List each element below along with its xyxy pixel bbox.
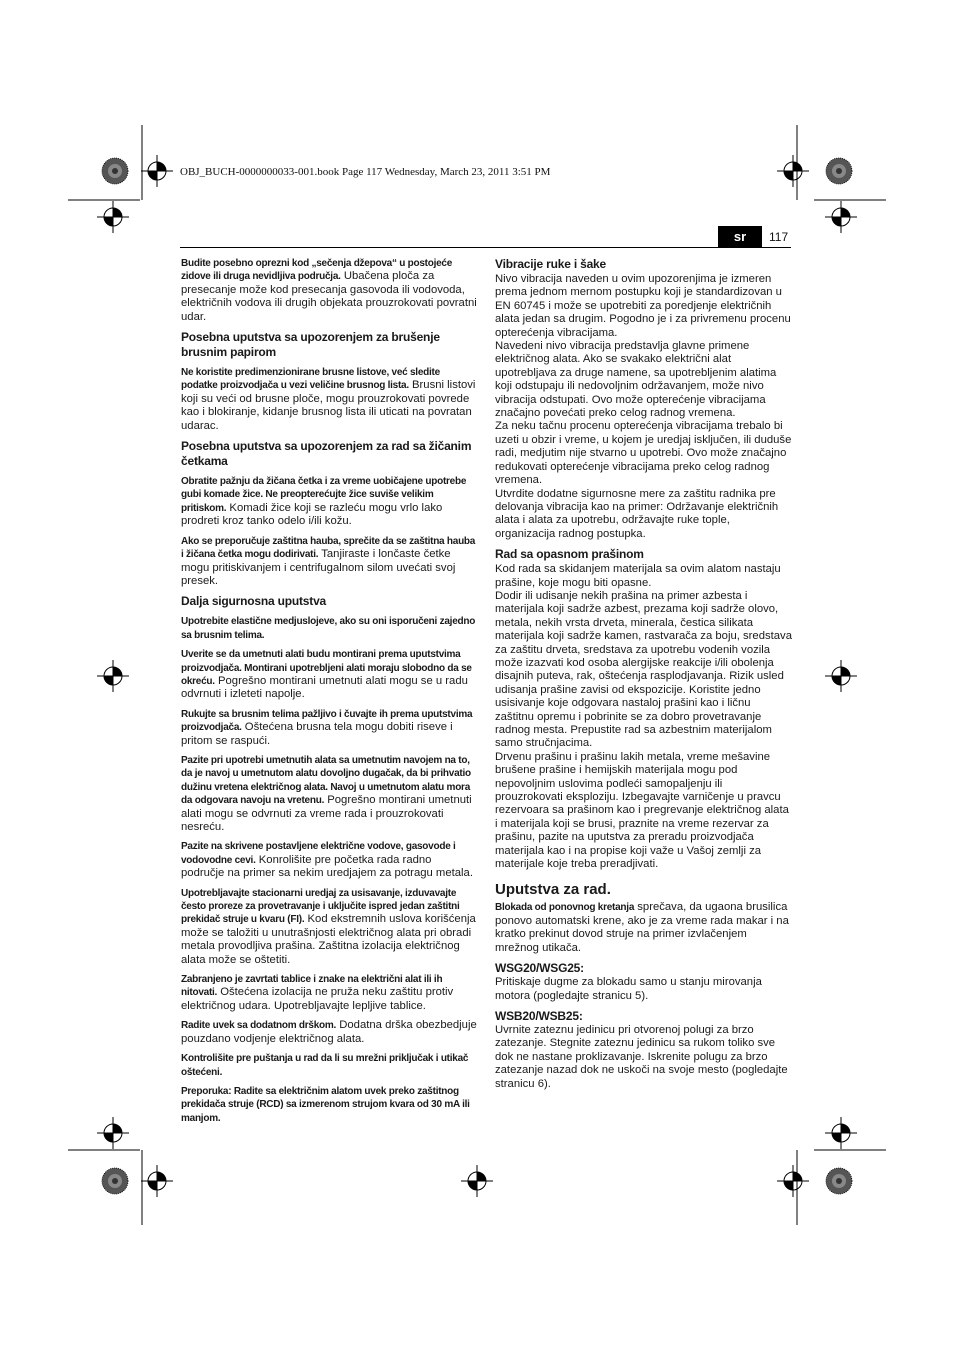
paragraph: Pazite pri upotrebi umetnutih alata sa umetnutim navojem na to, da je navoj u umetnutom alatu dovoljno dugačak, da bi prihvatio dužinu vretena električnog alata. Navoj u umetnutom alatu mora da odgovara navoju na vretenu. Pogrešno montirani umetnuti alati mogu se odvrnuti za vreme rada i prouzrokovati nesreću. (181, 754, 472, 833)
paragraph: Upotrebite elastične medjuslojeve, ako su oni isporučeni zajedno sa brusnim telima. (181, 616, 476, 641)
paragraph: Pazite na skrivene postavljene električne vodove, gasovode i vodovodne cevi. Konrolišite pre početka rada radno područje na primer sa nekim uredjajem za potragu metala. (181, 841, 473, 880)
paragraph: Kod rada sa skidanjem materijala sa ovim alatom nastaju prašine, koje mogu biti opasne. (495, 563, 781, 589)
paragraph: Drvenu prašinu i prašinu lakih metala, vreme mešavine brušene prašine i hemijskih materijala mogu pod nepovoljnim uslovima podleći samopaljenju ili prouzrokovati eksploziju. Izbegavajte varničenje u pravcu rezervoara sa prašinom kao i pregrevanje električnog alata i materijala koji se brusi, praznite na vreme rezervar za prašinu, pazite na uputstva za preradu proizvodjača materijala kao i na propise koji važe u Vašoj zemlji za materijale koje treba preradjivati. (495, 750, 789, 871)
paragraph: Ako se preporučuje zaštitna hauba, sprečite da se zaštitna hauba i žičana četka mogu dodirivati. Tanjiraste i lončaste četke mogu pritiskivanjem i centrifugalnom silom uvećati svoj presek. (181, 535, 476, 587)
paragraph: Radite uvek sa dodatnom drškom. Dodatna drška obezbedjuje pouzdano vodjenje električnog alata. (181, 1019, 477, 1045)
paragraph: Uverite se da umetnuti alati budu montirani prema uputstvima proizvodjača. Montirani upotrebljeni alati moraju slobodno da se okreću. Pogrešno montirani umetnuti alati mogu se u radu odvrnuti i izleteti napolje. (181, 649, 472, 701)
language-badge: sr (718, 226, 762, 247)
paragraph: Preporuka: Radite sa električnim alatom uvek preko zaštitnog prekidača struje (RCD) sa izmerenom strujom kvara od 30 mA ili manjom. (181, 1085, 470, 1124)
paragraph: Upotrebljavajte stacionarni uredjaj za usisavanje, izduvavajte često proreze za provetravanje i uključite ispred jedan zaštitni prekidač struje u kvaru (FI). Kod ekstremnih uslova korišćenja može se taložiti u unutrašnjosti električnog alata pri obradi metala provodljiva prašina. Zaštitna izolacija električnog alata može se oštetiti. (181, 887, 476, 966)
section-heading-brusni: Posebna uputstva sa upozorenjem za brušenje brusnim papirom (181, 330, 440, 360)
left-column (181, 257, 477, 1131)
paragraph: Za neku tačnu procenu opterećenja vibracijama trebalo bi uzeti u obzir i vreme, u kojem je uredjaj isključen, ili duduše radi, medjutim nije stvarno u upotrebi. Ovo može značajno redukovati opterećenje vibracijama preko celog radnog vremena. (495, 420, 792, 487)
page-number: 117 (769, 230, 789, 244)
right-column (495, 257, 792, 1097)
paragraph: Nivo vibracija naveden u ovim upozorenjima je izmeren prema jednom mernom postupku koji je standardizovan u EN 60745 i može se upotrebiti za poredjenje električnih alata jedan sa drugim. Pogodno je i za privremenu procenu opterećenja vibracijama. (495, 273, 791, 339)
paragraph: Obratite pažnju da žičana četka i za vreme uobičajene upotrebe gubi komade žice. Ne preopterećujte žice suviše velikim pritiskom. Komadi žice koji se razleću mogu vrlo lako prodreti kroz tanko odelo i/ili kožu. (181, 476, 467, 528)
section-heading-uputstva: Uputstva za rad. (495, 881, 611, 899)
print-slug: OBJ_BUCH-0000000033-001.book Page 117 Wednesday, March 23, 2011 3:51 PM (180, 166, 551, 178)
paragraph: Blokada od ponovnog kretanja sprečava, da ugaona brusilica ponovo automatski krene, ako je za vreme rada makar i na kratko prekinut dovod struje na primer izvlačenjem mrežnog utikača. (495, 901, 789, 954)
paragraph: Dodir ili udisanje nekih prašina na primer azbesta i materijala koji sadrže azbest, prezama koji sadrže olovo, metala, nekih vrsta drveta, minerala, čestica silikata materijala koji sadrže kamen, rastvarača za boju, sredstava za zaštitu drveta, sredstava za upotrebu vodenih vozila može izazvati kod osoba alergijske reakcije i/ili obolenja disajnih puteva, rak, oštećenja rasplodjavanja. Rizik usled udisanja prašine zavisi od ekspozicije. Koristite jedno usisivanje koje odgovara nastaloj prašini kao i ličnu zaštitnu opremu i pobrinite se za dobro provetravanje radnog mesta. Prepustite rad sa azbestnim materijalom samo stručnjacima. (495, 589, 792, 750)
paragraph: Navedeni nivo vibracija predstavlja glavne primene električnog alata. Ako se svakako električni alat upotrebljava za druge namene, sa upotrebljenim alatima koji odstupaju ili nedovoljnim održavanjem, može nivo vibracija odstupati. Ovo može opterećenje vibracijama značajno povećati preko celog radnog vremena. (495, 340, 777, 420)
subheading-wsb: WSB20/WSB25: (495, 1008, 583, 1023)
section-heading-dalja: Dalja sigurnosna uputstva (181, 594, 327, 609)
paragraph: Zabranjeno je zavrtati tablice i znake na električni alat ili ih nitovati. Oštećena izolacija ne pruža neku zaštitu protiv električnog udara. Upotrebljavajte lepljive tablice. (181, 974, 454, 1012)
subheading-wsg: WSG20/WSG25: (495, 961, 584, 976)
header-rule (180, 247, 791, 248)
paragraph: Uvrnite zateznu jedinicu pri otvorenoj polugi za brzo zatezanje. Stegnite zateznu jedinicu sa rukom toliko sve dok ne nastane proklizavanje. Iskrenite polugu za brzo zatezanje nazad dok ne uskoči na svoje mesto (pogledajte stranicu 6). (495, 1023, 788, 1090)
section-heading-prasina: Rad sa opasnom prašinom (495, 547, 644, 562)
paragraph: Kontrolišite pre puštanja u rad da li su mrežni priključak i utikač oštećeni. (181, 1053, 469, 1078)
paragraph: Utvrdite dodatne sigurnosne mere za zaštitu radnika pre delovanja vibracija kao na primer: Održavanje električnih alata i alata za upotrebu, održavajte ruke tople, organizacija radnog postupka. (495, 487, 779, 540)
paragraph: Ne koristite predimenzionirane brusne listove, već sledite podatke proizvodjača u vezi veličine brusnog lista. Brusni listovi koji su veći od brusne ploče, mogu prouzrokovati povrede kao i blokiranje, kidanje brusnog lista ili uticati na povratan udarac. (181, 367, 476, 432)
paragraph: Budite posebno oprezni kod „sečenja džepova“ u postojeće zidove ili druga nevidljiva područja. Ubačena ploča za presecanje može kod presecanja gasovoda ili vodovoda, električnih vodova ili drugih objekata prouzrokovati povratni udar. (181, 258, 477, 323)
section-heading-vibracije: Vibracije ruke i šake (495, 257, 606, 271)
paragraph: Rukujte sa brusnim telima pažljivo i čuvajte ih prema uputstvima proizvodjača. Oštećena brusna tela mogu dobiti riseve i pritom se raspući. (181, 708, 473, 747)
section-heading-cetke: Posebna uputstva sa upozorenjem za rad sa žičanim četkama (181, 439, 472, 469)
paragraph: Pritiskaje dugme za blokadu samo u stanju mirovanja motora (pogledajte stranicu 5). (495, 976, 762, 1002)
